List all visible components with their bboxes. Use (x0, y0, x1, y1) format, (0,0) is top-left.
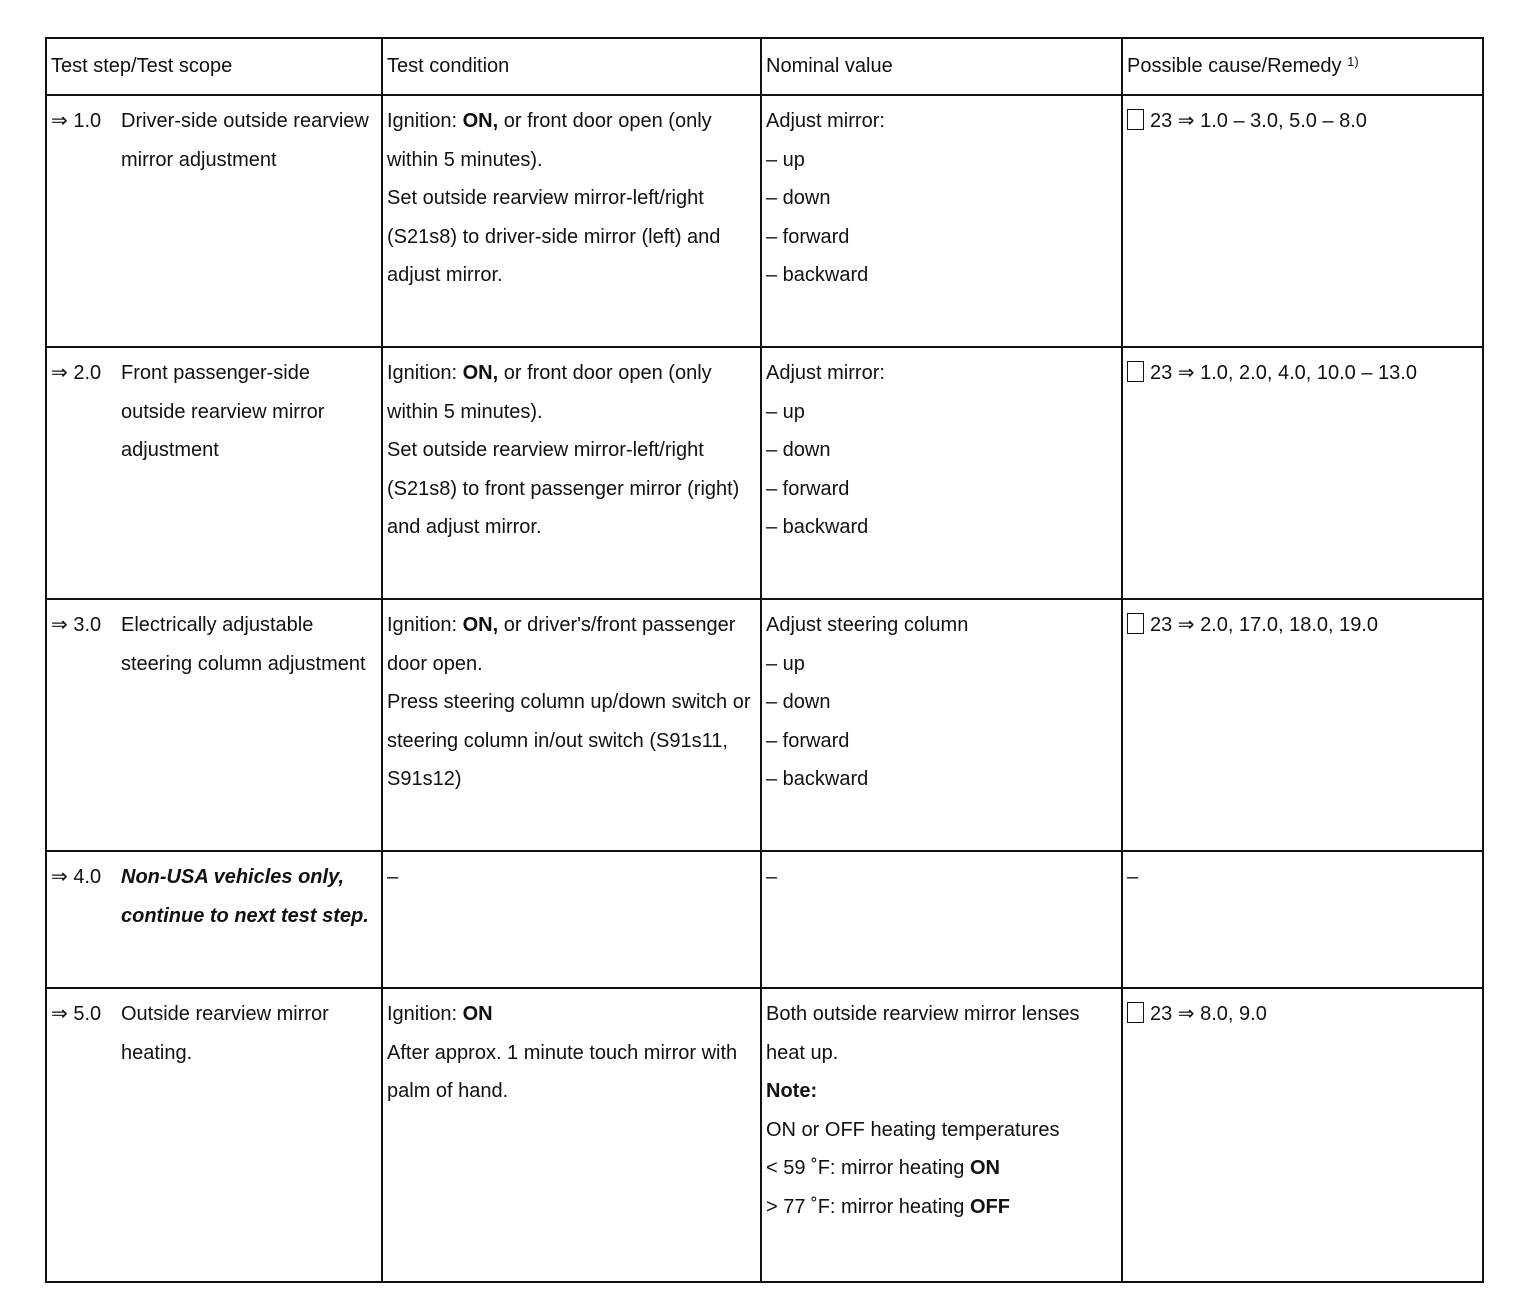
remedy-cell (1122, 95, 1483, 347)
remedy-text: 23 ⇒ 1.0 – 3.0, 5.0 – 8.0 (1150, 110, 1367, 132)
ignition-label: Ignition: (387, 614, 458, 636)
nominal-cell (761, 988, 1122, 1282)
condition-instruction: After approx. 1 minute touch mirror with palm of hand. (387, 1041, 738, 1102)
remedy-text: 23 ⇒ 1.0, 2.0, 4.0, 10.0 – 13.0 (1150, 362, 1417, 384)
condition-instruction: Set outside rearview mirror-left/right (S21s8) to front passenger mirror (right) and adjust mirror. (387, 439, 740, 538)
nominal-line: – forward (766, 225, 850, 248)
checkbox-icon (1127, 1002, 1144, 1023)
step-scope: Front passenger-side outside rearview mirror adjustment (121, 362, 325, 461)
nominal-line: – backward (766, 264, 869, 286)
arrow-icon: ⇒ (51, 866, 68, 888)
remedy-cell (1122, 347, 1483, 599)
nominal-line: – up (766, 652, 805, 675)
nominal-line: Adjust mirror: (766, 362, 885, 384)
condition-text: or driver's/front passenger door open. (387, 614, 736, 675)
nominal-line: – down (766, 187, 831, 209)
nominal-cell (761, 347, 1122, 599)
condition-cell (382, 599, 761, 851)
remedy-text: 23 ⇒ 2.0, 17.0, 18.0, 19.0 (1150, 614, 1379, 636)
heating-on-state: ON (969, 1157, 1000, 1179)
header-test-condition: Test condition (382, 38, 761, 95)
step-number: 2.0 (73, 362, 102, 384)
checkbox-icon (1127, 613, 1144, 634)
remedy-cell (1122, 599, 1483, 851)
step-cell (46, 988, 382, 1282)
heating-on-threshold (766, 1149, 1117, 1188)
heating-off-state: OFF (969, 1195, 1010, 1218)
ignition-label: Ignition: (387, 110, 458, 132)
condition-cell: – (382, 851, 761, 988)
step-number: 3.0 (73, 614, 102, 636)
header-possible-cause (1122, 38, 1483, 95)
checkbox-icon (1127, 109, 1144, 130)
ignition-state: ON, (462, 110, 499, 132)
arrow-icon: ⇒ (51, 362, 68, 384)
condition-instruction: Press steering column up/down switch or steering column in/out switch (S91s11, S91s12) (387, 691, 751, 790)
header-row (46, 38, 1483, 95)
ignition-state: ON, (462, 614, 499, 636)
nominal-cell (761, 95, 1122, 347)
heating-off-threshold (766, 1188, 1117, 1227)
ignition-state: ON (462, 1003, 493, 1025)
table-row (46, 988, 1483, 1282)
nominal-line: Adjust steering column (766, 614, 969, 636)
step-cell (46, 95, 382, 347)
step-cell (46, 851, 382, 988)
nominal-line: – up (766, 148, 805, 171)
table-row (46, 95, 1483, 347)
footnote-marker: 1) (1347, 54, 1359, 69)
step-number: 5.0 (73, 1003, 102, 1025)
condition-instruction: Set outside rearview mirror-left/right (S21s8) to driver-side mirror (left) and adjust mirror. (387, 187, 721, 286)
header-cause-label: Possible cause/Remedy (1127, 55, 1342, 77)
checkbox-icon (1127, 361, 1144, 382)
header-nominal-value: Nominal value (761, 38, 1122, 95)
step-cell (46, 599, 382, 851)
remedy-text: 23 ⇒ 8.0, 9.0 (1150, 1003, 1267, 1025)
condition-text: or front door open (only within 5 minutes). (387, 362, 712, 423)
nominal-text: Both outside rearview mirror lenses heat up. (766, 1003, 1080, 1064)
step-cell (46, 347, 382, 599)
arrow-icon: ⇒ (51, 110, 68, 132)
table-row (46, 347, 1483, 599)
nominal-line: – down (766, 691, 831, 713)
note-text: ON or OFF heating temperatures (766, 1118, 1060, 1141)
test-table (45, 37, 1484, 1283)
step-scope: Driver-side outside rearview mirror adjustment (121, 110, 369, 171)
condition-cell (382, 988, 761, 1282)
heating-on-prefix: < 59 ˚F: mirror heating (766, 1157, 965, 1179)
step-scope: Outside rearview mirror heating. (121, 1003, 329, 1064)
table-row (46, 599, 1483, 851)
table-row (46, 851, 1483, 988)
nominal-line: – down (766, 439, 831, 461)
arrow-icon: ⇒ (51, 614, 68, 636)
remedy-cell (1122, 988, 1483, 1282)
header-test-step: Test step/Test scope (46, 38, 382, 95)
nominal-line: Adjust mirror: (766, 110, 885, 132)
nominal-cell: – (761, 851, 1122, 988)
condition-cell (382, 95, 761, 347)
heating-off-prefix: > 77 ˚F: mirror heating (766, 1195, 965, 1218)
condition-cell (382, 347, 761, 599)
nominal-line: – backward (766, 516, 869, 538)
nominal-line: – forward (766, 729, 850, 752)
ignition-label: Ignition: (387, 362, 458, 384)
step-scope: Non-USA vehicles only, continue to next test step. (121, 866, 369, 927)
remedy-cell: – (1122, 851, 1483, 988)
nominal-cell (761, 599, 1122, 851)
step-number: 4.0 (73, 866, 102, 888)
note-label: Note: (766, 1080, 818, 1102)
ignition-label: Ignition: (387, 1003, 458, 1025)
arrow-icon: ⇒ (51, 1003, 68, 1025)
nominal-line: – up (766, 400, 805, 423)
nominal-line: – backward (766, 768, 869, 790)
step-scope: Electrically adjustable steering column adjustment (121, 614, 366, 675)
nominal-line: – forward (766, 477, 850, 500)
condition-text: or front door open (only within 5 minutes). (387, 110, 712, 171)
step-number: 1.0 (73, 110, 102, 132)
ignition-state: ON, (462, 362, 499, 384)
